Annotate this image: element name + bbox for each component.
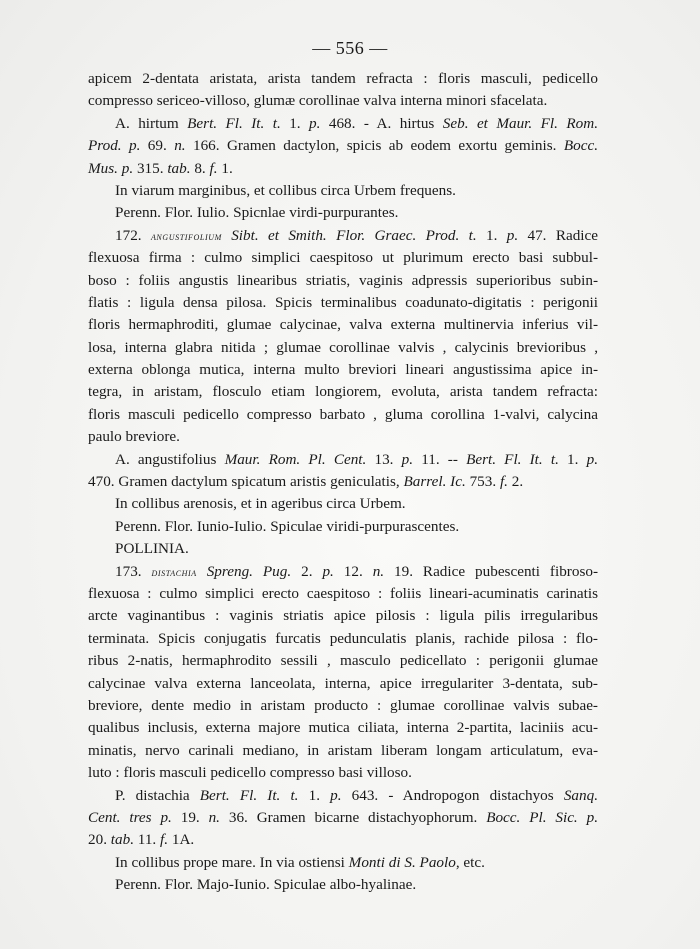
citation-line — [88, 785, 598, 807]
flowering-line: Perenn. Flor. Iulio. Spicnlae virdi-purpurantes. — [115, 204, 399, 222]
citation-abbrev: Cent. tres p. — [88, 808, 172, 826]
citation-line — [88, 471, 598, 493]
text-run: 20. — [88, 831, 111, 849]
text-run: 1. — [217, 159, 233, 177]
citation-abbrev: Sanq. — [563, 786, 598, 804]
text-run: 47. Radice — [518, 226, 599, 244]
text-line: compresso sericeo-villoso, glumæ corollinae valva interna minori sfacelata. — [88, 92, 548, 110]
text-line: breviore, dente medio in aristam producto : glumae corollinae valvis subae- — [88, 696, 598, 714]
citation-abbrev: Spreng. Pug. — [196, 562, 292, 580]
page-body — [88, 68, 598, 896]
citation-abbrev: Bert. Fl. It. t. — [466, 450, 559, 468]
text-run: 470. Gramen dactylum spicatum aristis geniculatis, — [88, 473, 404, 491]
citation-abbrev: p. — [586, 450, 598, 468]
flowering-line: Perenn. Flor. Iunio-Iulio. Spiculae viridi-purpurascentes. — [115, 517, 460, 535]
text-line: flatis : ligula densa pilosa. Spicis terminalibus coadunato-digitatis : perigonii — [88, 293, 598, 311]
text-run: 315. — [133, 159, 168, 177]
text-run: 1. — [558, 450, 587, 468]
species-entry-172 — [88, 225, 598, 247]
text-run: , etc. — [455, 853, 485, 871]
citation-abbrev: p. — [330, 786, 342, 804]
text-line: terminata. Spicis conjugatis furcatis pedunculatis planis, rachide pilosa : flo- — [88, 629, 598, 647]
citation-abbrev: n. — [208, 808, 220, 826]
text-run: 36. Gramen bicarne distachyophorum. — [219, 808, 487, 826]
text-run: 2. — [507, 473, 524, 491]
citation-abbrev: n. — [174, 137, 186, 155]
citation-abbrev: Barrel. Ic. — [403, 473, 466, 491]
citation-abbrev: Seb. et Maur. Fl. Rom. — [442, 114, 598, 132]
citation-abbrev: tab. — [110, 831, 134, 849]
species-entry-173 — [88, 561, 598, 583]
text-run: 643. - Andropogon distachyos — [341, 786, 564, 804]
text-run: 19. Radice pubescenti fibroso- — [384, 562, 599, 580]
text-line: floris masculi pedicello compresso barbato , gluma corollina 1-valvi, calycina — [88, 405, 598, 423]
flowering-line: Perenn. Flor. Majo-Iunio. Spiculae albo-hyalinae. — [115, 876, 417, 894]
text-line: luto : floris masculi pedicello compresso basi villoso. — [88, 764, 412, 782]
citation-abbrev: Bert. Fl. It. t. — [187, 114, 281, 132]
text-run: 166. Gramen dactylon, spicis ab eodem exortu geminis. — [185, 137, 564, 155]
citation-line — [88, 113, 598, 135]
citation-line — [88, 158, 598, 180]
text-run: 2. — [291, 562, 323, 580]
citation-line — [88, 449, 598, 471]
citation-abbrev: Bocc. Pl. Sic. p. — [486, 808, 598, 826]
place-name: Monti di S. Paolo — [348, 853, 456, 871]
text-run: 12. — [333, 562, 373, 580]
text-run: 69. — [140, 137, 175, 155]
citation-abbrev: f. — [160, 831, 169, 849]
citation-abbrev: tab. — [167, 159, 191, 177]
text-line: losa, interna glabra nitida ; glumae corollinae valvis , calycinis brevioribus , — [88, 338, 598, 356]
text-run: 468. - A. hirtus — [320, 114, 443, 132]
citation-abbrev: f. — [209, 159, 218, 177]
text-line: apicem 2-dentata aristata, arista tandem refracta : floris masculi, pedicello — [88, 70, 598, 87]
citation-abbrev: p. — [506, 226, 519, 244]
citation-abbrev: Sibt. et Smith. Flor. Graec. Prod. t. — [221, 226, 477, 244]
citation-line — [88, 135, 598, 157]
text-line: tegra, in aristam, flosculo etiam longiorem, evoluta, arista tandem refracta: — [88, 383, 598, 401]
species-number: 172. — [115, 226, 151, 244]
text-run: A. hirtum — [115, 114, 188, 132]
citation-abbrev: Mus. p. — [88, 159, 134, 177]
citation-abbrev: f. — [499, 473, 508, 491]
text-run: P. distachia — [115, 786, 200, 804]
text-line: calycinae valva externa lanceolata, interna, apice irregulariter 3-dentata, sub- — [88, 674, 598, 692]
text-run: A. angustifolius — [115, 450, 225, 468]
text-line: qualibus inclusis, externa majore mutica ciliata, interna 2-partita, laciniis acu- — [88, 719, 598, 737]
citation-abbrev: p. — [401, 450, 414, 468]
genus-heading: POLLINIA. — [115, 540, 189, 558]
text-line: boso : foliis angustis linearibus striatis, vaginis adpressis superioribus subin- — [88, 271, 598, 289]
citation-line — [88, 807, 598, 829]
text-line: paulo breviore. — [88, 428, 180, 446]
text-run: 753. — [465, 473, 500, 491]
text-line: minatis, nervo carinali mediano, in aristam liberam longam articulatum, eva- — [88, 741, 598, 759]
habitat-line — [88, 852, 598, 874]
text-line: externa oblonga mutica, interna multo breviori lineari angustissima apice in- — [88, 361, 598, 379]
species-number: 173. — [115, 562, 152, 580]
habitat-line: In collibus arenosis, et in ageribus circa Urbem. — [115, 495, 406, 513]
citation-abbrev: p. — [322, 562, 334, 580]
citation-abbrev: Bert. Fl. It. t. — [199, 786, 299, 804]
text-line: flexuosa : culmo simplici erecto caespitoso : foliis lineari-acuminatis carinatis — [88, 584, 598, 602]
citation-abbrev: Maur. Rom. Pl. Cent. — [224, 450, 367, 468]
text-run: 1. — [280, 114, 310, 132]
species-name: angustifolium — [150, 230, 222, 243]
text-run: 19. — [171, 808, 209, 826]
text-run: 13. — [366, 450, 402, 468]
text-run: 1A. — [168, 831, 195, 849]
text-line: ribus 2-natis, hermaphrodito sessili , masculo pedicellato : perigonii glumae — [88, 652, 598, 670]
citation-abbrev: n. — [372, 562, 385, 580]
citation-abbrev: Prod. p. — [88, 137, 141, 155]
text-line: flexuosa firma : culmo simplici caespitoso ut plurimum erecto basi subbul- — [88, 249, 598, 267]
text-line: floris hermaphroditi, glumae calycinae, valva externa multinervia inferius vil- — [88, 316, 598, 334]
text-run: 11. -- — [413, 450, 467, 468]
text-line: arcte vaginantibus : vaginis striatis apice pilosis : ligula pilis irregularibus — [88, 607, 598, 625]
text-run: In collibus prope mare. In via ostiensi — [115, 853, 349, 871]
habitat-line: In viarum marginibus, et collibus circa Urbem frequens. — [115, 181, 456, 199]
text-run: 1. — [476, 226, 507, 244]
page-number: — 556 — — [312, 38, 388, 58]
text-run: 11. — [134, 831, 161, 849]
citation-line — [88, 829, 598, 851]
citation-abbrev: p. — [309, 114, 321, 132]
species-name: distachia — [151, 566, 197, 579]
citation-abbrev: Bocc. — [563, 137, 599, 155]
text-run: 8. — [190, 159, 210, 177]
text-run: 1. — [298, 786, 331, 804]
